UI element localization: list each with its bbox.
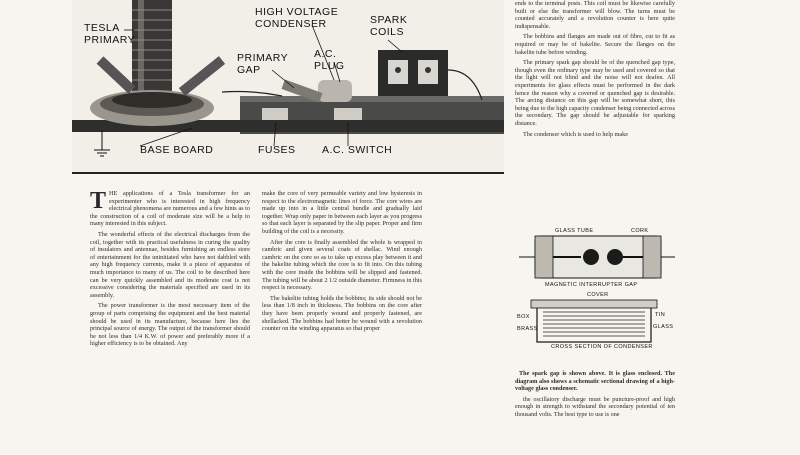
label-glass-tube: GLASS TUBE: [555, 228, 594, 234]
paragraph: the oscillatory discharge must be puncture-proof and high enough in strength to withstand the secondary potential of ten thousand volts. The best type to use is one: [515, 395, 675, 418]
label-ac-plug: A.C. PLUG: [314, 48, 345, 72]
label-brass: BRASS: [517, 326, 538, 332]
spark-gap-drawing: [515, 228, 677, 348]
paragraph: ends to the terminal posts. This coil must be likewise carefully built or else the transformer will blow. The turns must be counted accurately and a revolution counter is here quite indispensable.: [515, 0, 675, 30]
figure-caption: The spark gap is shown above. It is glass enclosed. The diagram also shows a schematic sectional drawing of a high-voltage glass condenser.: [515, 370, 675, 393]
paragraph: make the core of very permeable variety and low hysteresis in respect to the electromagnetic lines of force. The core wires are made up into in a little central bundle and gradually laid together. Wrap only paper in between each layer as you progress so that each layer is separated by the slip paper. Proper and firm building of the coil is a necessity.: [262, 190, 422, 235]
paragraph: The wonderful effects of the electrical discharges from the coil, together with its practical usefulness in curing the quality of insulators and antennae, besides furnishing an endless store of entertainment for the uninitiated who have not dabbled with any high frequency currents, make it a piece of apparatus of much importance to many of us. The coil to be described here can be very quickly assembled and its moderate cost is not excessive considering the materials specified are used in its assembly.: [90, 230, 250, 299]
label-tesla-primary: TESLA PRIMARY: [84, 22, 136, 46]
article-column-1: [90, 190, 250, 455]
label-magnetic-interrupter-gap: MAGNETIC INTERRUPTER GAP: [545, 282, 638, 288]
label-fuses: FUSES: [258, 144, 296, 156]
article-column-4: [515, 370, 675, 455]
label-glass: GLASS: [653, 324, 674, 330]
tesla-coil-figure: [72, 0, 504, 174]
label-tin: TIN: [655, 312, 666, 318]
label-base-board: BASE BOARD: [140, 144, 214, 156]
paragraph: The primary spark gap should be of the quenched gap type, though even the ordinary type may be used and covered so that the light will not blind and the noise will not deafen. All experiments for glass effects must be performed in the dark hence the reason why a covered or quenched gap is desirable. The arcing distance on this gap will be somewhat short, this being due to the high capacity condenser being connected across the secondary. The gap should be adjustable for sparking distance.: [515, 59, 675, 127]
label-cross-section: CROSS SECTION OF CONDENSER: [551, 344, 653, 350]
article-column-2: [262, 190, 422, 455]
paragraph: The bakelite tubing holds the bobbins; its side should not be less than 1/8 inch in thickness. The bobbins on the core after they have been properly wound and properly fastened, are shellacked. The bobbins had better be wound with a revolution counter on the winding apparatus so that proper: [262, 294, 422, 333]
paragraph: HE applications of a Tesla transformer for an experimenter who is interested in high frequency electrical phenomena are numerous and a few hints as to the construction of a coil of moderate size will be a help to many interested in this subject.: [90, 190, 250, 228]
paragraph: After the core is finally assembled the whole is wrapped in cambric and given several coats of shellac. Wind enough cambric on the core so as to take up excess play between it and the bakelite tubing which the core is to fit into. On this tubing with the core inside the bobbins will be slipped and fastened. The tubing will be about 2 1/2 outside diameter. Firmness in this respect is necessary.: [262, 238, 422, 292]
label-cork: CORK: [631, 228, 649, 234]
label-cover: COVER: [587, 292, 609, 298]
label-ac-switch: A.C. SWITCH: [322, 144, 393, 156]
paragraph: The condenser which is used to help make: [523, 130, 628, 138]
paragraph: The bobbins and flanges are made out of fibre, cut to fit as required or may be of bakelite. Secure the flanges on the bakelite tube before winding.: [515, 33, 675, 56]
label-spark-coils: SPARK COILS: [370, 14, 408, 38]
spark-gap-condenser-figure: [515, 228, 677, 348]
label-high-voltage-condenser: HIGH VOLTAGE CONDENSER: [255, 6, 339, 30]
article-column-3: [515, 0, 675, 226]
label-box: BOX: [517, 314, 530, 320]
drop-cap: T: [90, 190, 107, 214]
label-primary-gap: PRIMARY GAP: [237, 52, 288, 76]
paragraph: The power transformer is the most necessary item of the group of parts comprising the equipment and the best material should be used in its manufacture, because here lies the principal source of energy. The output of the transformer should be not less than 1/4 K.W. of power and preferably more if a higher efficiency is to be obtained. Any: [90, 302, 250, 348]
